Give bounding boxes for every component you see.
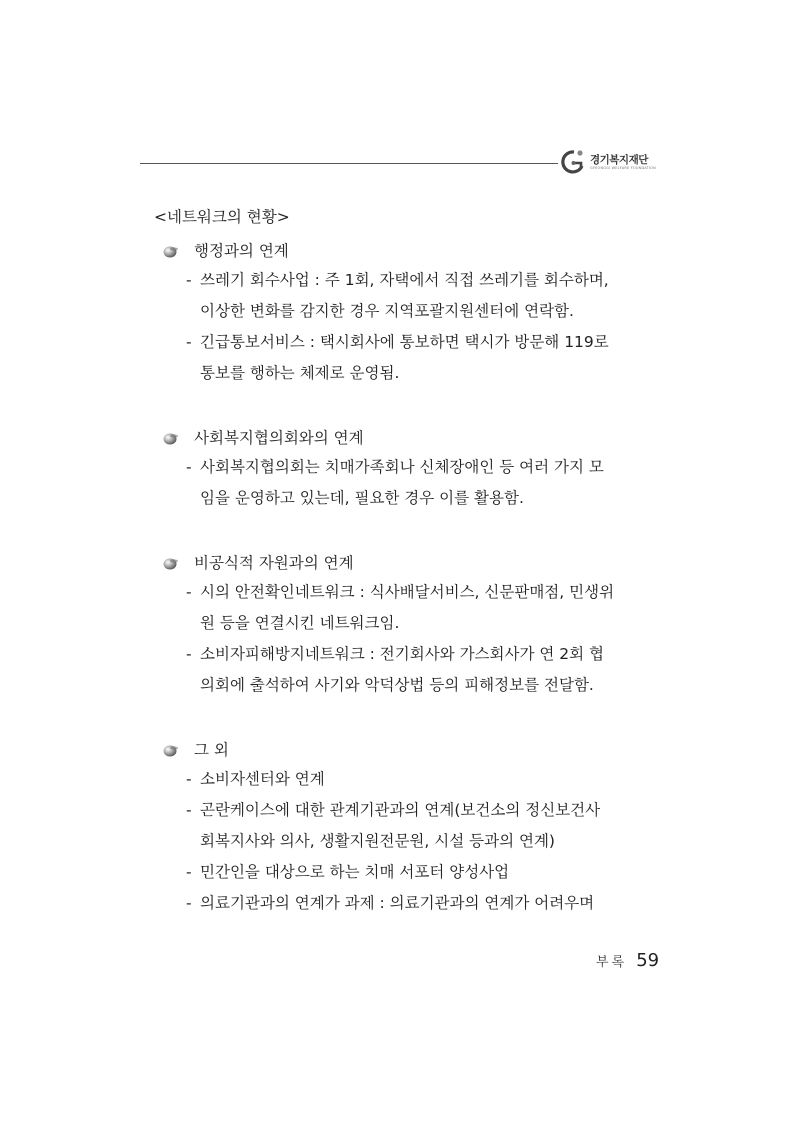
sphere-bullet-icon — [162, 430, 180, 446]
list-item-text: 민간인을 대상으로 하는 치매 서포터 양성사업 — [200, 863, 510, 881]
list-item-continuation: 통보를 행하는 체제로 운영됨. — [200, 364, 400, 382]
group-social-welfare-council — [154, 424, 664, 514]
group-heading — [162, 736, 664, 764]
group-administration — [154, 237, 664, 389]
list-item: - 곤란케이스에 대한 관계기관과의 연계(보건소의 정신보건사 — [186, 801, 601, 819]
group-heading — [162, 549, 664, 577]
list-item-text: 소비자센터와 연계 — [200, 770, 325, 788]
list-item-text: 긴급통보서비스 : 택시회사에 통보하면 택시가 방문해 119로 — [200, 333, 609, 351]
list-item: - 사회복지협의회는 치매가족회나 신체장애인 등 여러 가지 모 — [186, 458, 604, 476]
logo-subtext: GYEONGGI WELFARE FOUNDATION — [590, 166, 656, 170]
foundation-logo-icon — [560, 148, 586, 176]
sphere-bullet-icon — [162, 742, 180, 758]
list-item: - 민간인을 대상으로 하는 치매 서포터 양성사업 — [186, 863, 510, 881]
list-item-text: 쓰레기 회수사업 : 주 1회, 자택에서 직접 쓰레기를 회수하며, — [200, 271, 609, 289]
page-number: 59 — [636, 950, 660, 971]
group-others — [154, 736, 664, 919]
list-item-continuation: 이상한 변화를 감지한 경우 지역포괄지원센터에 연락함. — [200, 302, 574, 320]
list-item-continuation: 임을 운영하고 있는데, 필요한 경우 이를 활용함. — [200, 489, 524, 507]
sphere-bullet-icon — [162, 243, 180, 259]
list-item: - 소비자센터와 연계 — [186, 770, 325, 788]
logo-text: 경기복지재단 — [590, 154, 648, 166]
group-heading-text: 비공식적 자원과의 연계 — [194, 554, 354, 572]
list-item-text: 사회복지협의회는 치매가족회나 신체장애인 등 여러 가지 모 — [200, 458, 604, 476]
list-item-text: 시의 안전확인네트워크 : 식사배달서비스, 신문판매점, 민생위 — [200, 583, 615, 601]
main-content — [154, 203, 664, 919]
list-item-continuation: 의회에 출석하여 사기와 악덕상법 등의 피해정보를 전달함. — [200, 676, 594, 694]
list-item: - 쓰레기 회수사업 : 주 1회, 자택에서 직접 쓰레기를 회수하며, — [186, 271, 609, 289]
group-heading-text: 행정과의 연계 — [194, 242, 289, 260]
list-item: - 소비자피해방지네트워크 : 전기회사와 가스회사가 연 2회 협 — [186, 645, 604, 663]
list-item-continuation: 회복지사와 의사, 생활지원전문원, 시설 등과의 연계) — [200, 832, 555, 850]
group-heading-text: 사회복지협의회와의 연계 — [194, 429, 364, 447]
group-informal-resources — [154, 549, 664, 701]
list-item: - 긴급통보서비스 : 택시회사에 통보하면 택시가 방문해 119로 — [186, 333, 609, 351]
list-item: - 의료기관과의 연계가 과제 : 의료기관과의 연계가 어려우며 — [186, 894, 595, 912]
list-item-text: 의료기관과의 연계가 과제 : 의료기관과의 연계가 어려우며 — [200, 894, 595, 912]
list-item-continuation: 원 등을 연결시킨 네트워크임. — [200, 614, 400, 632]
list-item-text: 소비자피해방지네트워크 : 전기회사와 가스회사가 연 2회 협 — [200, 645, 604, 663]
foundation-logo — [560, 148, 660, 176]
appendix-label: 부록 — [596, 955, 628, 970]
header-rule — [140, 163, 558, 164]
page-footer — [596, 950, 659, 971]
list-item-text: 곤란케이스에 대한 관계기관과의 연계(보건소의 정신보건사 — [200, 801, 601, 819]
sphere-bullet-icon — [162, 555, 180, 571]
section-title: <네트워크의 현황> — [154, 208, 290, 226]
group-heading — [162, 424, 664, 452]
group-heading — [162, 237, 664, 265]
list-item: - 시의 안전확인네트워크 : 식사배달서비스, 신문판매점, 민생위 — [186, 583, 615, 601]
group-heading-text: 그 외 — [194, 741, 229, 759]
